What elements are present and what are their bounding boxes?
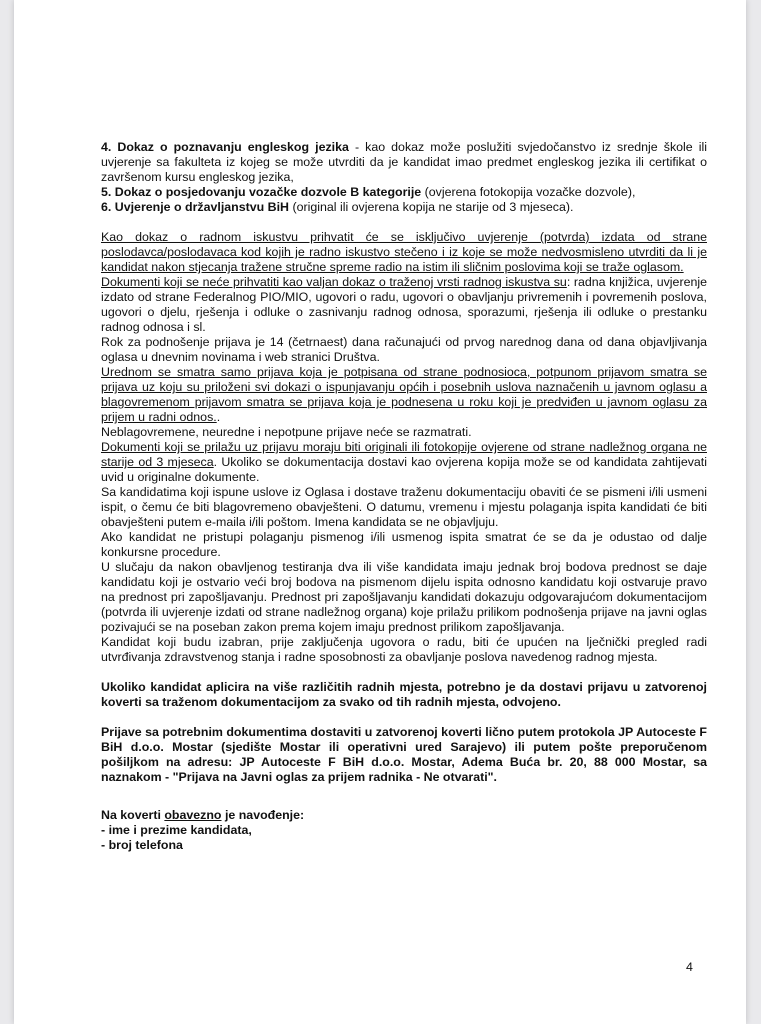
paragraph-rejected-documents	[101, 275, 707, 335]
envelope-heading-mandatory: obavezno	[164, 808, 222, 822]
paragraph-exam: Sa kandidatima koji ispune uslove iz Oglasa i dostave traženu dokumentaciju obaviti će se pismeni i/ili usmeni ispit, o čemu će biti blagovremeno obavješteni. O datumu, vremenu i mjestu polaganja ispita kandidati će biti obavješteni putem e-maila i/ili poštom. Imena kandidata se ne objavljuju.	[101, 485, 707, 529]
paragraph-document-originals	[101, 440, 707, 485]
item-5-text: (ovjerena fotokopija vozačke dozvole),	[421, 185, 636, 199]
item-5-title: 5. Dokaz o posjedovanju vozačke dozvole B kategorije	[101, 185, 422, 199]
paragraph-no-show: Ako kandidat ne pristupi polaganju pismenog i/ili usmenog ispita smatrat će se da je odustao od dalje konkursne procedure.	[101, 530, 707, 559]
paragraph-valid-application	[101, 365, 707, 425]
page-number: 4	[686, 960, 693, 974]
envelope-heading	[101, 808, 707, 823]
valid-application-end: .	[216, 410, 221, 424]
paragraph-deadline: Rok za podnošenje prijava je 14 (četrnaest) dana računajući od prvog narednog dana od dana objavljivanja oglasa u dnevnim novinama i web stranici Društva.	[101, 335, 707, 364]
item-6-title: 6. Uvjerenje o državljanstvu BiH	[101, 200, 289, 214]
item-6-text: (original ili ovjerena kopija ne starije od 3 mjeseca).	[289, 200, 574, 214]
paragraph-medical: Kandidat koji budu izabran, prije zaključenja ugovora o radu, biti će upućen na lječnički pregled radi utvrđivanja zdravstvenog stanja i radne sposobnosti za obavljanje poslova navedenog radnog mjesta.	[101, 635, 707, 664]
paragraph-tie-break: U slučaju da nakon obavljenog testiranja dva ili više kandidata imaju jednak broj bodova prednost se daje kandidatu koji je ostvario veći broj bodova na pismenom dijelu ispita odnosno kandidatu koji ostvaruje pravo na prednost pri zapošljavanju. Prednost pri zapošljavanju kandidati dokazuju odgovarajućom dokumentacijom (potvrda ili uvjerenje izdati od strane nadležnog organa) koje prilažu prilikom podnošenja prijave na javni oglas pozivajući se na poseban zakon prema kojem imaju prednost prilikom zapošljavanja.	[101, 560, 707, 634]
envelope-heading-a: Na koverti	[101, 808, 165, 822]
page-content	[101, 140, 707, 853]
rejected-documents-lead: Dokumenti koji se neće prihvatiti kao valjan dokaz o traženoj vrsti radnog iskustva su	[101, 275, 567, 289]
document-page	[14, 0, 746, 1024]
item-4-title: 4. Dokaz o poznavanju engleskog jezika	[101, 140, 349, 154]
document-originals-lead: Dokumenti koji se prilažu uz prijavu moraju biti originali ili fotokopije ovjerene od strane nadležnog organa ne starije od 3 mjeseca	[101, 440, 707, 469]
item-4-text: - kao dokaz može poslužiti svjedočanstvo iz srednje škole ili uvjerenje sa fakulteta iz kojeg se može utvrditi da je kandidat imao predmet engleskog jezika ili certifikat o završenom kursu engleskog jezika,	[101, 140, 707, 184]
list-item-5	[101, 185, 707, 200]
document-originals-rest: . Ukoliko se dokumentacija dostavi kao ovjerena kopija može se od kandidata zahtijevati uvid u originalne dokumente.	[101, 455, 707, 484]
envelope-line-name: - ime i prezime kandidata,	[101, 823, 252, 837]
list-item-4	[101, 140, 707, 185]
valid-application-text: Urednom se smatra samo prijava koja je potpisana od strane podnosioca, potpunom prijavom smatra se prijava uz koju su priloženi svi dokazi o ispunjavanju općih i posebnih uslova naznačenih u javnom oglasu a blagovremenom prijavom smatra se prijava koja je podnesena u roku koji je predviđen u javnom oglasu za prijem u radni odnos.	[101, 365, 707, 424]
paragraph-work-experience-proof: Kao dokaz o radnom iskustvu prihvatit će se isključivo uvjerenje (potvrda) izdata od strane poslodavca/poslodavaca kod kojih je radno iskustvo stečeno i iz koje se može nedvosmisleno utvrditi da li je kandidat nakon stjecanja tražene stručne spreme radio na istim ili sličnim poslovima koji se traže oglasom.	[101, 230, 707, 274]
envelope-line-phone: - broj telefona	[101, 838, 183, 852]
envelope-heading-b: je navođenje:	[221, 808, 305, 822]
paragraph-multiple-positions: Ukoliko kandidat aplicira na više različitih radnih mjesta, potrebno je da dostavi prijavu u zatvorenoj koverti sa traženom dokumentacijom za svako od tih radnih mjesta, odvojeno.	[101, 680, 707, 709]
paragraph-submission-address: Prijave sa potrebnim dokumentima dostaviti u zatvorenoj koverti lično putem protokola JP Autoceste F BiH d.o.o. Mostar (sjedište Mostar ili operativni ured Sarajevo) ili putem pošte preporučenom pošiljkom na adresu: JP Autoceste F BiH d.o.o. Mostar, Adema Buća br. 20, 88 000 Mostar, sa naznakom - "Prijava na Javni oglas za prijem radnika - Ne otvarati".	[101, 725, 707, 784]
list-item-6	[101, 200, 707, 215]
rejected-documents-list: : radna knjižica, uvjerenje izdato od strane Federalnog PIO/MIO, ugovori o radu, ugovori o obavljanju privremenih i povremenih poslova, ugovori o djelu, rješenja i odluke o zasnivanju radnog odnosa, sporazumi, rješenja ili odluke o prestanku radnog odnosa i sl.	[101, 275, 707, 334]
paragraph-late-applications: Neblagovremene, neuredne i nepotpune prijave neće se razmatrati.	[101, 425, 472, 439]
